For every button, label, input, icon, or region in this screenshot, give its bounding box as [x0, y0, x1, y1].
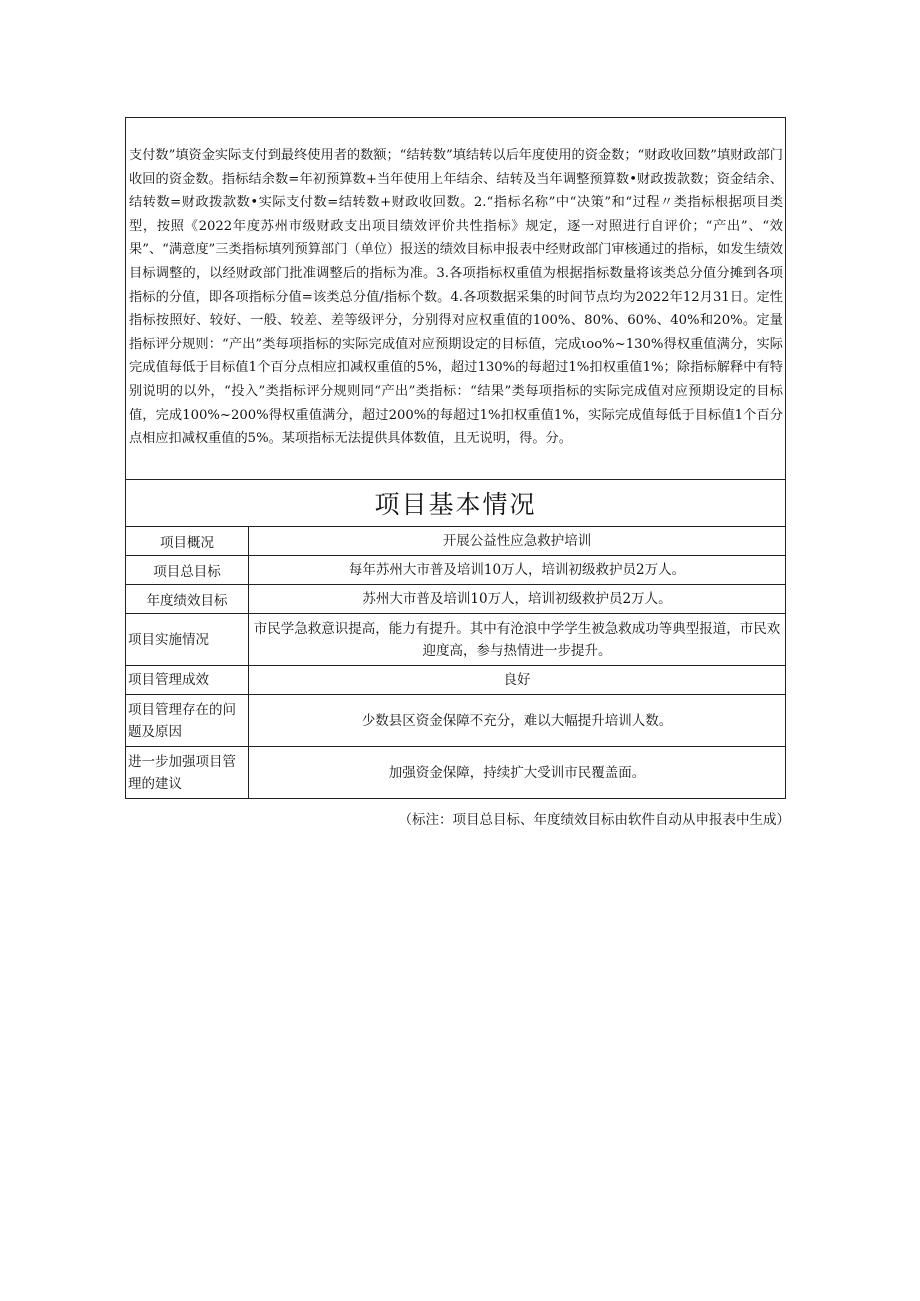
row-label-effectiveness: 项目管理成效 [126, 666, 249, 695]
row-label-implementation: 项目实施情况 [126, 614, 249, 666]
row-value-annual-goal: 苏州大市普及培训10万人，培训初级救护员2万人。 [249, 585, 786, 614]
footnote: （标注：项目总目标、年度绩效目标由软件自动从申报表中生成） [398, 812, 790, 828]
row-label-problems: 项目管理存在的问题及原因 [126, 695, 249, 747]
row-label-overview: 项目概况 [126, 527, 249, 556]
row-value-effectiveness: 良好 [249, 666, 786, 695]
table-row [126, 556, 786, 585]
row-label-total-goal: 项目总目标 [126, 556, 249, 585]
table-row [126, 695, 786, 747]
row-label-suggestions: 进一步加强项目管理的建议 [126, 747, 249, 799]
row-value-implementation: 市民学急救意识提高，能力有提升。其中有沧浪中学学生被急救成功等典型报道，市民欢迎度高，参与热情进一步提升。 [249, 614, 786, 666]
project-table [125, 117, 786, 799]
section-title: 项目基本情况 [126, 480, 786, 527]
table-row [126, 614, 786, 666]
table-row [126, 747, 786, 799]
table-row [126, 666, 786, 695]
table-row [126, 527, 786, 556]
row-value-problems: 少数县区资金保障不充分，难以大幅提升培训人数。 [249, 695, 786, 747]
row-value-total-goal: 每年苏州大市普及培训10万人，培训初级救护员2万人。 [249, 556, 786, 585]
table-row [126, 585, 786, 614]
notes-text: 支付数”填资金实际支付到最终使用者的数额；“结转数”填结转以后年度使用的资金数；“财政收回数”填财政部门收回的资金数。指标结余数=年初预算数+当年使用上年结余、结转及当年调整预算数•财政拨款数；资金结余、结转数=财政拨款数•实际支付数=结转数+财政收回数。2.“指标名称”中“决策”和“过程〃类指标根据项目类型，按照《2022年度苏州市级财政支出项目绩效评价共性指标》规定，逐一对照进行自评价；“产出”、“效果”、“满意度”三类指标填列预算部门（单位）报送的绩效目标申报表中经财政部门审核通过的指标，如发生绩效目标调整的，以经财政部门批准调整后的指标为准。3.各项指标权重值为根据指标数量将该类总分值分摊到各项指标的分值，即各项指标分值=该类总分值/指标个数。4.各项数据采集的时间节点均为2022年12月31日。定性指标按照好、较好、一般、较差、差等级评分，分别得对应权重值的100%、80%、60%、40%和20%。定量指标评分规则：“产出”类每项指标的实际完成值对应预期设定的目标值，完成ιoo%~130%得权重值满分，实际完成值每低于目标值1个百分点相应扣减权重值的5%，超过130%的每超过1%扣权重值1%；除指标解释中有特别说明的以外，“投入”类指标评分规则同“产出”类指标：“结果”类每项指标的实际完成值对应预期设定的目标值，完成100%~200%得权重值满分，超过200%的每超过1%扣权重值1%，实际完成值每低于目标值1个百分点相应扣减权重值的5%。某项指标无法提供具体数值，且无说明，得。分。 [126, 118, 786, 480]
row-label-annual-goal: 年度绩效目标 [126, 585, 249, 614]
row-value-suggestions: 加强资金保障，持续扩大受训市民覆盖面。 [249, 747, 786, 799]
row-value-overview: 开展公益性应急救护培训 [249, 527, 786, 556]
